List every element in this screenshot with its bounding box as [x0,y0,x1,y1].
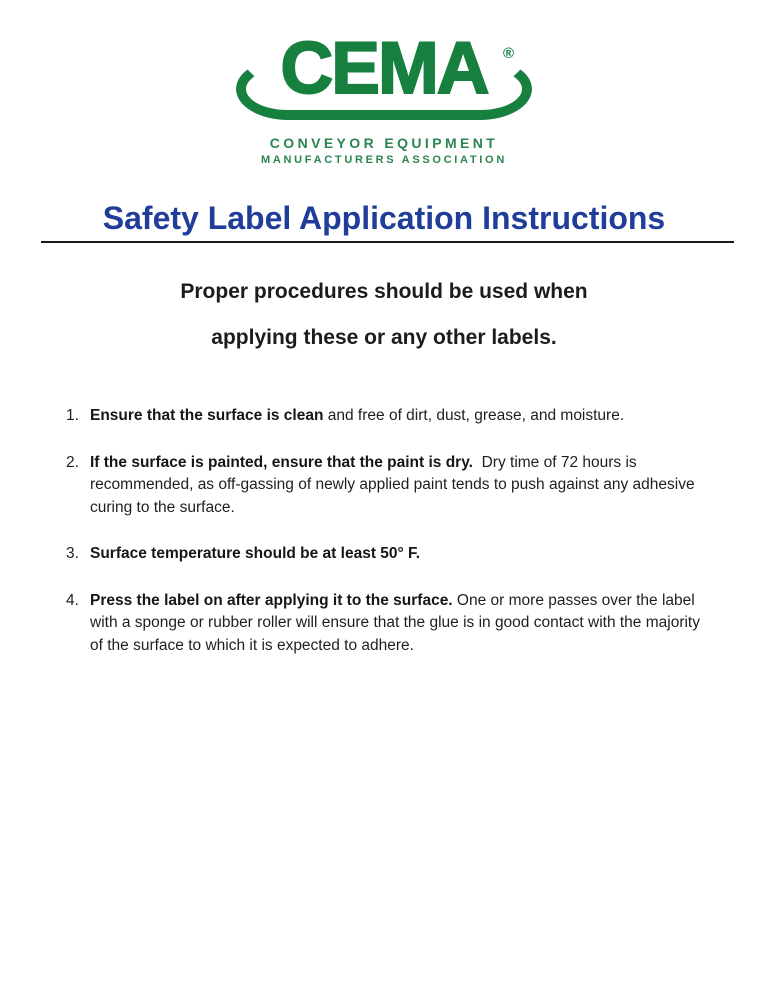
item-number: 2. [66,453,79,471]
item-text [90,452,712,520]
item-text-bold: Ensure that the surface is clean [90,407,324,424]
instruction-list [66,405,712,657]
logo-tagline-line2: MANUFACTURERS ASSOCIATION [261,154,507,166]
subtitle-line2: applying these or any other labels. [211,326,557,349]
item-text-rest: and free of dirt, dust, grease, and moisture. [323,407,625,424]
list-item [66,452,712,520]
registered-trademark-icon: ® [502,45,514,62]
subtitle-line1: Proper procedures should be used when [180,280,588,303]
item-text-bold: Press the label on after applying it to the surface. [90,591,453,609]
item-number: 4. [66,591,79,609]
logo-tagline-line1: CONVEYOR EQUIPMENT [269,135,499,151]
logo-wordmark: CEMA [280,28,488,109]
subtitle [0,269,768,361]
item-text-bold: If the surface is painted, ensure that the paint is dry. [90,453,473,471]
list-item [66,590,712,658]
item-text-rest: One or more passes over the label with a sponge or rubber roller will ensure that the glue is in good contact with the majority of the surface to which it is expected to adhere. [90,591,700,654]
item-text-bold: Surface temperature should be at least 50° F. [90,545,421,562]
item-text-rest: Dry time of 72 hours is recommended, as off-gassing of newly applied paint tends to push against any adhesive curing to the surface. [90,453,695,516]
page-title: Safety Label Application Instructions [102,200,666,236]
cema-logo [234,28,534,170]
list-item [66,405,712,428]
item-number: 1. [66,407,79,424]
title-divider [41,241,734,243]
list-item [66,543,712,566]
item-text [90,543,712,566]
item-number: 3. [66,545,79,562]
item-text [90,405,712,428]
item-text [90,590,712,658]
